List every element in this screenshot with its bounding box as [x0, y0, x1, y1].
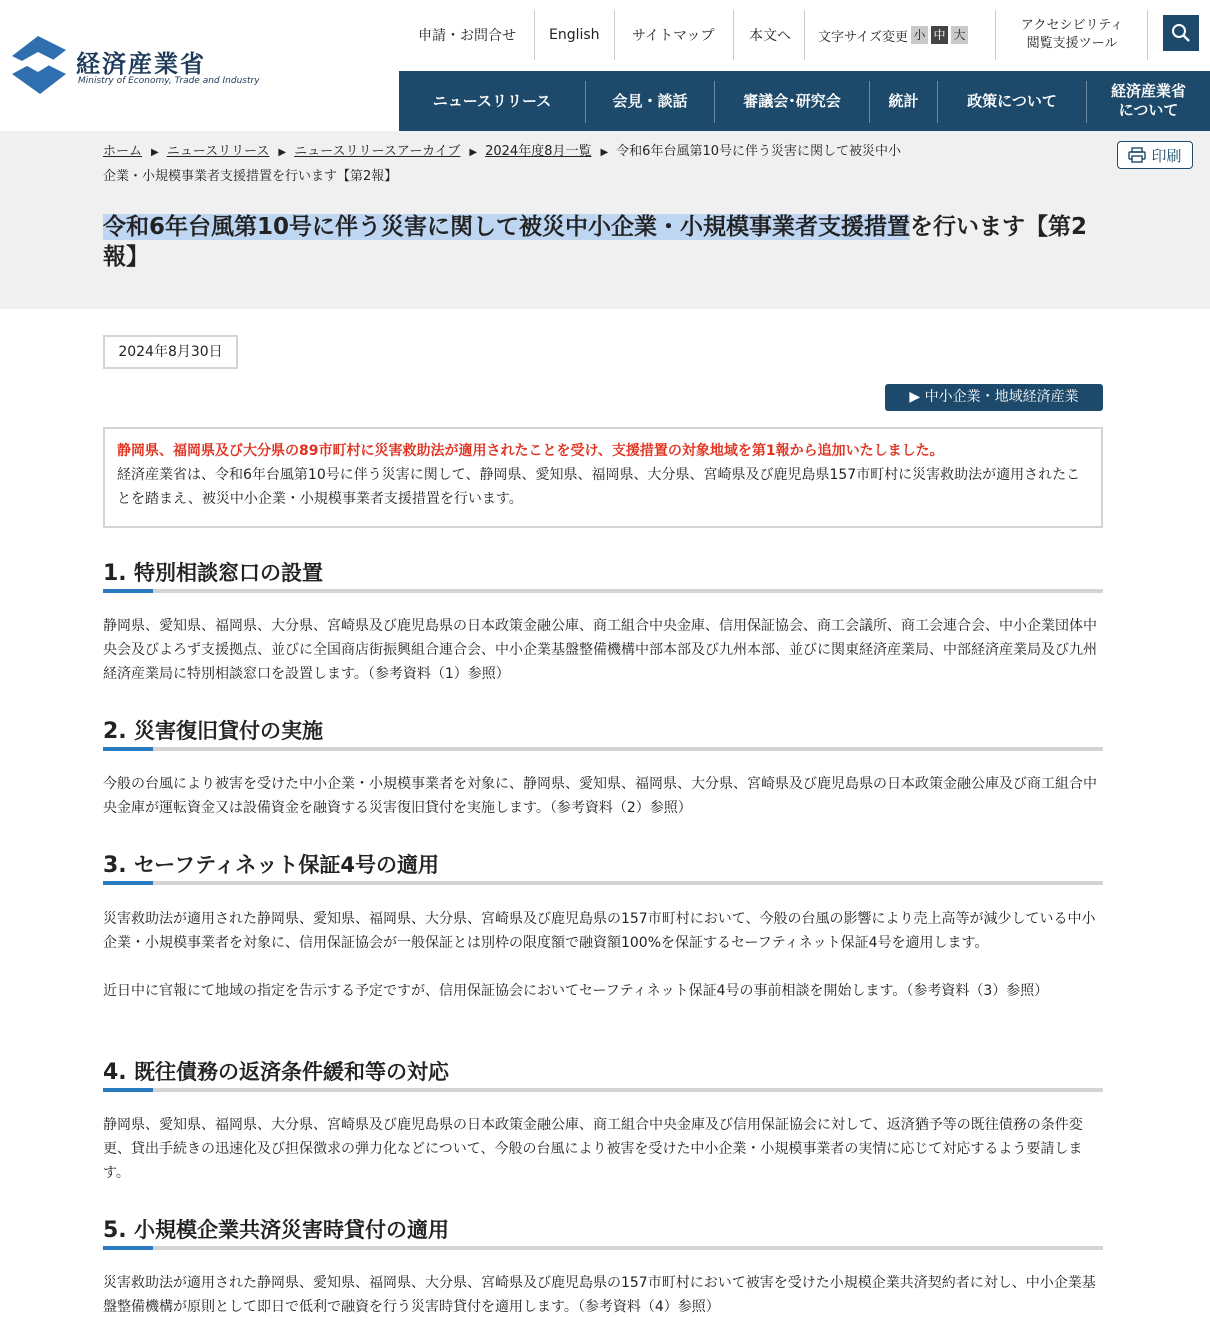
section-heading: [103, 849, 1103, 885]
lead-notice: 静岡県、福岡県及び大分県の89市町村に災害救助法が適用されたことを受け、支援措置の対象地域を第1報から追加いたしました。: [117, 443, 944, 459]
section-number: 3.: [103, 853, 127, 878]
section-number: 2.: [103, 719, 127, 744]
logo-japanese-text: 経済産業省: [76, 50, 206, 78]
section-paragraph: 静岡県、愛知県、福岡県、大分県、宮崎県及び鹿児島県の日本政策金融公庫、商工組合中央金庫、信用保証協会、商工会議所、商工会連合会、中小企業団体中央会及びよろず支援拠点、並びに全国商店街振興組合連合会、中小企業基盤整備機構中部本部及び九州本部、並びに関東経済産業局、中部経済産業局及び九州経済産業局に特別相談窓口を設置します。（参考資料（1）参照）: [103, 618, 1097, 682]
utility-divider: [614, 10, 615, 60]
breadcrumb-month[interactable]: 2024年度8月一覧: [485, 144, 592, 159]
section-paragraph: 今般の台風により被害を受けた中小企業・小規模事業者を対象に、静岡県、愛知県、福岡県、大分県、宮崎県及び鹿児島県の日本政策金融公庫及び商工組合中央金庫が運転資金又は設備資金を融資する災害復旧貸付を実施します。（参考資料（2）参照）: [103, 776, 1097, 816]
gnav-news-release[interactable]: ニュースリリース: [432, 91, 552, 110]
logo-english-text: Ministry of Economy, Trade and Industry: [78, 76, 260, 86]
gnav-council[interactable]: 審議会･研究会: [743, 91, 841, 110]
section-heading: [103, 715, 1103, 751]
breadcrumb-current: 令和6年台風第10号に伴う災害に関して被災中小企業・小規模事業者支援措置を行います【第2報】: [103, 144, 901, 184]
accessibility-line1: アクセシビリティ: [1020, 18, 1124, 33]
sitemap-link[interactable]: サイトマップ: [632, 28, 715, 44]
font-size-large-button[interactable]: 大: [951, 26, 968, 44]
utility-divider: [995, 10, 996, 60]
publish-date: 2024年8月30日: [103, 335, 238, 369]
page-title-selected-text: 令和6年台風第10号に伴う災害に関して被災中小企業・小規模事業者支援措置: [103, 214, 911, 240]
section-title: 既往債務の返済条件緩和等の対応: [133, 1060, 449, 1084]
gnav-about[interactable]: [1087, 71, 1210, 131]
heading-accent-bar: [103, 747, 153, 751]
section-paragraph: 静岡県、愛知県、福岡県、大分県、宮崎県及び鹿児島県の日本政策金融公庫、商工組合中央金庫及び信用保証協会に対して、返済猶予等の既往債務の条件変更、貸出手続きの迅速化及び担保徴求の弾力化などについて、今般の台風により被害を受けた中小企業・小規模事業者の実情に応じて対応するよう要請します。: [103, 1117, 1083, 1181]
category-tag[interactable]: ▶ 中小企業・地域経済産業: [885, 384, 1103, 411]
section-number: 1.: [103, 561, 127, 586]
english-link[interactable]: English: [549, 27, 600, 43]
accessibility-line2: 閲覧支援ツール: [1026, 36, 1118, 51]
section-heading: [103, 1056, 1103, 1092]
section-paragraph: 災害救助法が適用された静岡県、愛知県、福岡県、大分県、宮崎県及び鹿児島県の157市町村において被害を受けた小規模企業共済契約者に対し、中小企業基盤整備機構が原則として即日で低利で融資を行う災害時貸付を適用します。（参考資料（4）参照）: [103, 1275, 1096, 1315]
gnav-policy[interactable]: 政策について: [967, 91, 1057, 110]
breadcrumb-arrow-icon: ▶: [600, 147, 609, 158]
heading-accent-bar: [103, 589, 153, 593]
utility-divider: [804, 10, 805, 60]
lead-box: [103, 427, 1103, 528]
section-title: 小規模企業共済災害時貸付の適用: [133, 1218, 449, 1242]
global-nav: [399, 71, 1210, 131]
section-number: 4.: [103, 1060, 127, 1085]
section-heading: [103, 557, 1103, 593]
gnav-press[interactable]: 会見・談話: [612, 91, 688, 110]
gnav-statistics[interactable]: 統計: [888, 91, 919, 110]
site-header: [0, 0, 1210, 131]
heading-accent-bar: [103, 881, 153, 885]
heading-accent-bar: [103, 1246, 153, 1250]
breadcrumb: [103, 140, 903, 189]
gnav-about-line1: 経済産業省: [1110, 82, 1186, 100]
section-title: 特別相談窓口の設置: [133, 561, 323, 585]
meti-logo-mark-icon: [12, 34, 66, 96]
search-icon: [1171, 23, 1191, 43]
meti-logo[interactable]: [12, 34, 260, 98]
accessibility-tool-link[interactable]: [1012, 10, 1132, 60]
section-paragraph: 災害救助法が適用された静岡県、愛知県、福岡県、大分県、宮崎県及び鹿児島県の157市町村において、今般の台風の影響により売上高等が減少している中小企業・小規模事業者を対象に、信用保証協会が一般保証とは別枠の限度額で融資額100%を保証するセーフティネット保証4号を適用します。: [103, 911, 1096, 951]
page-title-rest: を行います【第2報】: [103, 214, 1088, 270]
skip-to-body-link[interactable]: 本文へ: [749, 28, 791, 44]
font-size-label: 文字サイズ変更: [818, 29, 908, 45]
utility-divider: [1147, 10, 1148, 60]
printer-icon: [1128, 147, 1146, 163]
section-paragraph: 近日中に官報にて地域の指定を告示する予定ですが、信用保証協会においてセーフティネット保証4号の事前相談を開始します。（参考資料（3）参照）: [103, 983, 1049, 999]
section-number: 5.: [103, 1218, 127, 1243]
utility-divider: [534, 10, 535, 60]
lead-body: 経済産業省は、令和6年台風第10号に伴う災害に関して、静岡県、愛知県、福岡県、大分県、宮崎県及び鹿児島県157市町村に災害救助法が適用されたことを踏まえ、被災中小企業・小規模事業者支援措置を行います。: [117, 467, 1081, 507]
page-title: [103, 212, 1103, 272]
gnav-about-line2: について: [1118, 101, 1179, 119]
breadcrumb-arrow-icon: ▶: [469, 147, 478, 158]
breadcrumb-home[interactable]: ホーム: [103, 144, 143, 159]
section-title: セーフティネット保証4号の適用: [133, 853, 440, 877]
utility-divider: [733, 10, 734, 60]
apply-contact-link[interactable]: 申請・お問合せ: [418, 28, 516, 44]
breadcrumb-archive[interactable]: ニュースリリースアーカイブ: [294, 144, 461, 159]
print-button[interactable]: [1117, 141, 1193, 169]
breadcrumb-news-release[interactable]: ニュースリリース: [166, 144, 270, 159]
font-size-control: [818, 10, 968, 60]
print-label: 印刷: [1151, 146, 1182, 165]
breadcrumb-arrow-icon: ▶: [278, 147, 287, 158]
search-button[interactable]: [1163, 15, 1199, 51]
breadcrumb-arrow-icon: ▶: [151, 147, 159, 158]
section-title: 災害復旧貸付の実施: [133, 719, 323, 743]
section-heading: [103, 1214, 1103, 1250]
font-size-medium-button[interactable]: 中: [931, 26, 948, 44]
font-size-small-button[interactable]: 小: [911, 26, 928, 44]
heading-accent-bar: [103, 1088, 153, 1092]
